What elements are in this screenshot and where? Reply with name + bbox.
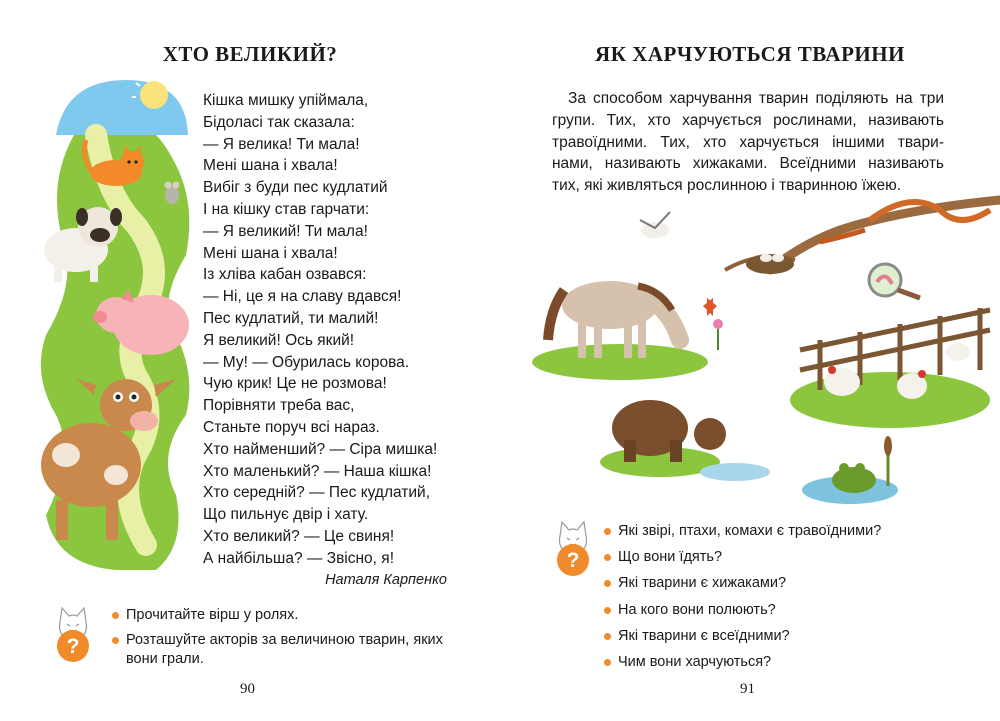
question-badge-icon [550,514,596,584]
list-item: Прочитайте вірш у ролях. [112,606,452,625]
list-item: Які тварини є хижаками? [604,574,944,593]
intro-line: тих, які живляться рослинною і тваринною їжею. [552,177,902,195]
poem-line: Із хліва кабан озвався: [203,266,367,284]
poem-line: І на кішку став гарчати: [203,200,370,218]
list-item: Чим вони харчуються? [604,653,944,672]
poem-line: А найбільша? — Звісно, я! [203,549,394,567]
bird-nest [725,254,795,274]
poem-line: Станьте поруч всі нараз. [203,418,380,436]
poem-line: Пес кудлатий, ти малий! [203,309,379,327]
poem-line: Чую крик! Це не розмова! [203,375,387,393]
poem-line: — Ні, це я на славу вдався! [203,288,402,306]
horse-figure [532,281,708,380]
poem-line: Що пильнує двір і хату. [203,506,369,524]
poem-line: Хто маленький? — Наша кішка! [203,462,432,480]
list-item: Розташуйте акторів за величиною тварин, яких вони грали. [112,631,452,669]
poem [203,90,463,570]
page-number-right: 91 [740,681,755,697]
intro-paragraph [552,88,944,197]
magnifier-worm [869,264,920,298]
intro-line: групи. Тих, хто харчується рослинами, називають [552,111,944,129]
poem-line: Мені шана і хвала! [203,244,338,262]
question-badge-icon [50,600,96,670]
page-title-right: ЯК ХАРЧУЮТЬСЯ ТВАРИНИ [595,42,905,66]
branch-with-snake [770,200,1000,270]
intro-line: За способом харчування тварин поділяють на три [568,90,944,107]
poem-line: Кішка мишку упіймала, [203,92,369,109]
frog-figure [802,436,898,504]
list-item: Які тварини є всеїдними? [604,627,944,646]
poem-line: Хто великий? — Це свиня! [203,527,395,545]
page-title-left: ХТО ВЕЛИКИЙ? [162,42,338,66]
question-mark: ? [66,635,80,658]
bird-figure [640,212,670,238]
tasks-list-left [112,606,452,675]
poem-line: Вибіг з буди пес кудлатий [203,179,388,197]
poem-line: Я великий! Ось який! [203,331,355,349]
poem-line: — Я велика! Ти мала! [203,135,360,153]
poem-line: Хто середній? — Пес кудлатий, [203,484,430,502]
poem-line: Порівняти треба вас, [203,397,355,415]
questions-list [604,522,944,679]
poem-line: — Му! — Обурилась корова. [203,353,410,371]
poem-line: Бідоласі так сказала: [203,113,355,131]
intro-line: травоїдними. Тих, хто харчується іншими твари- [552,133,944,151]
question-mark: ? [566,549,580,572]
list-item: Які звірі, птахи, комахи є травоїдними? [604,522,944,541]
list-item: На кого вони полюють? [604,601,944,620]
animals-illustration [36,75,196,575]
feeding-illustration [520,190,1000,510]
farm-yard [790,308,990,428]
poem-line: Хто найменший? — Сіра мишка! [203,440,438,458]
poem-author: Наталя Карпенко [325,572,447,588]
right-page [500,0,1000,721]
butterfly-figure [703,298,723,350]
bear-figure [600,400,770,481]
page-number-left: 90 [240,681,255,697]
list-item: Що вони їдять? [604,548,944,567]
intro-line: нами, називають хижаками. Всеїдними називають [552,155,944,173]
poem-line: Мені шана і хвала! [203,157,338,175]
poem-line: — Я великий! Ти мала! [203,222,368,240]
